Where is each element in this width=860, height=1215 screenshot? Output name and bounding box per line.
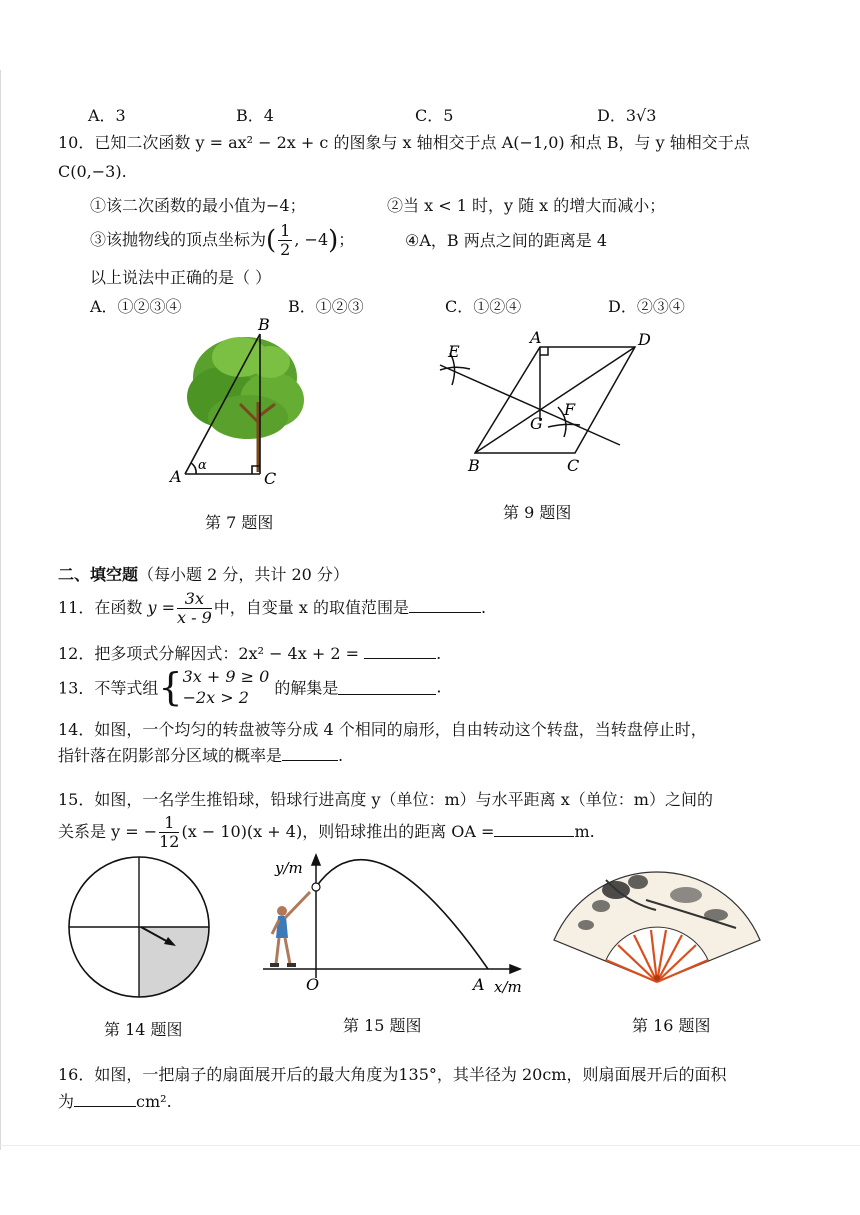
q9-option-b[interactable]: B．4: [236, 106, 274, 125]
page-left-border: [0, 70, 1, 1150]
q14-answer-blank[interactable]: [282, 746, 338, 761]
shaded-sector: [139, 927, 209, 997]
label-a: A: [530, 328, 542, 347]
q10-option-a[interactable]: A．①②③④: [90, 297, 182, 316]
label-alpha: α: [198, 458, 207, 473]
label-b: B: [258, 315, 270, 334]
figure-9-lines: [440, 347, 635, 453]
q13-answer-blank[interactable]: [338, 680, 436, 695]
tree-foliage: [187, 337, 304, 439]
label-f: F: [564, 400, 576, 419]
q15-answer-blank[interactable]: [494, 822, 574, 837]
q10-statement-2: ②当 x < 1 时，y 随 x 的增大而减小；: [387, 196, 666, 215]
figure-9-geometry: [430, 325, 670, 480]
figure-14-spinner: [64, 855, 214, 1005]
q10-statement-1: ①该二次函数的最小值为−4；: [90, 196, 306, 215]
section-2-heading: 二、填空题（每小题 2 分，共计 20 分）: [58, 565, 349, 584]
q10-option-b[interactable]: B．①②③: [288, 297, 364, 316]
figure-15-caption: 第 15 题图: [343, 1016, 422, 1035]
q10-stem-line2: C(0,−3).: [58, 162, 127, 181]
q9-option-d[interactable]: D．3√3: [597, 106, 657, 125]
q13: 13．不等式组{ 3x + 9 ≥ 0 −2x > 2 的解集是 .: [58, 665, 442, 709]
q10-prompt: 以上说法中正确的是（ ）: [90, 268, 272, 287]
q9-option-c[interactable]: C．5: [415, 106, 454, 125]
shot-ball: [312, 883, 320, 891]
q10-option-c[interactable]: C．①②④: [445, 297, 522, 316]
label-a: A: [473, 975, 485, 994]
q16-line1: 16．如图，一把扇子的扇面展开后的最大角度为135°，其半径为 20cm，则扇面展开后的面积: [58, 1065, 727, 1084]
q12-answer-blank[interactable]: [364, 644, 436, 659]
y-axis-label: y/m: [275, 859, 303, 877]
q14-line2: 指针落在阴影部分区域的概率是 .: [58, 746, 344, 765]
figure-7-tree-triangle: [160, 312, 310, 492]
q16-line2: 为 cm².: [58, 1092, 172, 1111]
figure-16-fan: [546, 840, 768, 990]
q11: 11．在函数 y = $\frac{3x}{x - 9}$ 中，自变量 x 的取值范围是 .: [58, 589, 487, 627]
label-b: B: [468, 456, 480, 475]
figure-15-shotput: [258, 850, 528, 1000]
q11-answer-blank[interactable]: [409, 598, 481, 613]
x-axis-label: x/m: [494, 978, 522, 996]
q10-statement-3: ③该抛物线的顶点坐标为( $\frac{1}{2}$ , −4)；: [90, 221, 355, 259]
label-o: O: [306, 975, 320, 994]
q10-stem-line1: 10．已知二次函数 y = ax² − 2x + c 的图象与 x 轴相交于点 A(−1,0) 和点 B，与 y 轴相交于点: [58, 133, 750, 152]
q9-option-a[interactable]: A．3: [88, 106, 126, 125]
label-a: A: [170, 467, 182, 486]
figure-14-caption: 第 14 题图: [104, 1020, 183, 1039]
figure-7-caption: 第 7 题图: [205, 513, 274, 532]
student-figure: [270, 892, 310, 967]
trajectory-curve: [316, 860, 488, 969]
q14-line1: 14．如图，一个均匀的转盘被等分成 4 个相同的扇形，自由转动这个转盘，当转盘停止时，: [58, 720, 707, 739]
figure-9-caption: 第 9 题图: [503, 503, 572, 522]
q10-option-d[interactable]: D．②③④: [608, 297, 685, 316]
q10-statement-4: ④A，B 两点之间的距离是 4: [405, 231, 608, 250]
figure-16-caption: 第 16 题图: [632, 1016, 711, 1035]
q12: 12．把多项式分解因式：2x² − 4x + 2 = .: [58, 644, 442, 663]
q15-line2: 关系是 y = − $\frac{1}{12}$ (x − 10)(x + 4)，则铅球推出的距离 OA = m.: [58, 813, 595, 851]
label-c: C: [567, 456, 580, 475]
label-g: G: [530, 414, 543, 433]
q15-line1: 15．如图，一名学生推铅球，铅球行进高度 y（单位：m）与水平距离 x（单位：m）之间的: [58, 790, 713, 809]
label-d: D: [638, 330, 651, 349]
label-c: C: [264, 469, 277, 488]
page-bottom-divider: [0, 1145, 860, 1146]
label-e: E: [448, 342, 460, 361]
q16-answer-blank[interactable]: [74, 1092, 136, 1107]
